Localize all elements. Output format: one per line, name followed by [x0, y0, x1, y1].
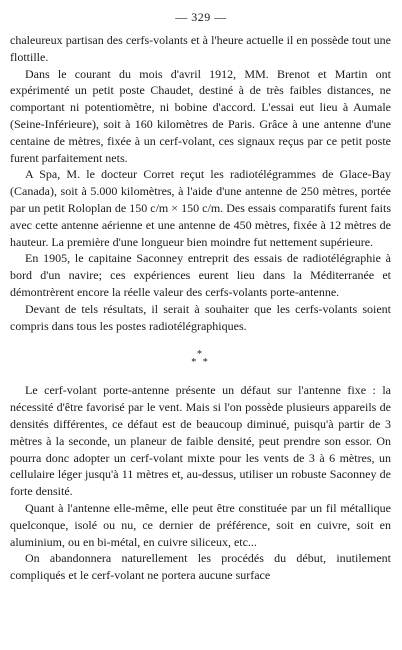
- paragraph-continuation: chaleureux partisan des cerfs-volants et à l'heure actuelle il en possède tout une flottille.: [10, 33, 391, 64]
- paragraph-kite-defect: Le cerf-volant porte-antenne présente un défaut sur l'antenne fixe : la nécessité d'être favorisé par le vent. Mais si l'on possède plusieurs appareils de densités différentes, ce défaut est de beaucoup diminué, puisqu'à partir de 3 mètres à la seconde, un planeur de faible densité, peut prendre son essor. On pourra donc adopter un cerf-volant mixte pour les vents de 3 à 6 mètres, un cellulaire léger jusqu'à 11 mètres et, au-dessus, utiliser un robuste Saconney de forte densité.: [10, 383, 391, 499]
- paragraph-recommendation: Devant de tels résultats, il serait à souhaiter que les cerfs-volants soient compris dans tous les postes radiotélégraphiques.: [10, 301, 391, 333]
- asterism-top-star: *: [197, 349, 204, 361]
- paragraph-spa-reception: A Spa, M. le docteur Corret reçut les radiotélégrammes de Glace-Bay (Canada), soit à 5.000 kilomètres, à l'aide d'une antenne de 250 mètres, portée par un petit Roloplan de 150 c/m × 150 c/m. Des essais comparatifs furent faits avec cette antenne aérienne et une antenne de 450 mètres, fixée à 12 mètres de hauteur. La première d'une longueur bien moindre fut nettement supérieure.: [10, 167, 391, 249]
- paragraph-aumale-experiment: Dans le courant du mois d'avril 1912, MM. Brenot et Martin ont expérimenté un petit poste Chaudet, destiné à de très faibles distances, ne comportant ni potentiomètre, ni bobine d'accord. L'essai eut lieu à Aumale (Seine-Inférieure), soit à 160 kilomètres de Paris. Grâce à une antenne d'une centaine de mètres, fixée à un cerf-volant, ces signaux reçus par ce petit poste furent parfaitement nets.: [10, 66, 391, 165]
- paragraph-saconney-navy: En 1905, le capitaine Saconney entreprit des essais de radiotélégraphie à bord d'un navire; ces expériences eurent lieu dans la Méditerranée et démontrèrent encore la réelle valeur des cerfs-volants porte-antenne.: [10, 251, 391, 299]
- asterism-bottom-stars: * *: [191, 357, 210, 369]
- page-body: [10, 32, 391, 584]
- section-separator-asterism: [10, 351, 391, 367]
- paragraph-abandon-methods: On abandonnera naturellement les procédés du début, inutilement compliqués et le cerf-volant ne portera aucune surface: [10, 551, 391, 583]
- paragraph-antenna-wire: Quant à l'antenne elle-même, elle peut être constituée par un fil métallique quelconque, isolé ou nu, ce dernier de préférence, soit en cuivre, soit en aluminium, ou en bi-métal, en cuivre siliceux, etc...: [10, 500, 391, 549]
- page-number: — 329 —: [175, 10, 227, 24]
